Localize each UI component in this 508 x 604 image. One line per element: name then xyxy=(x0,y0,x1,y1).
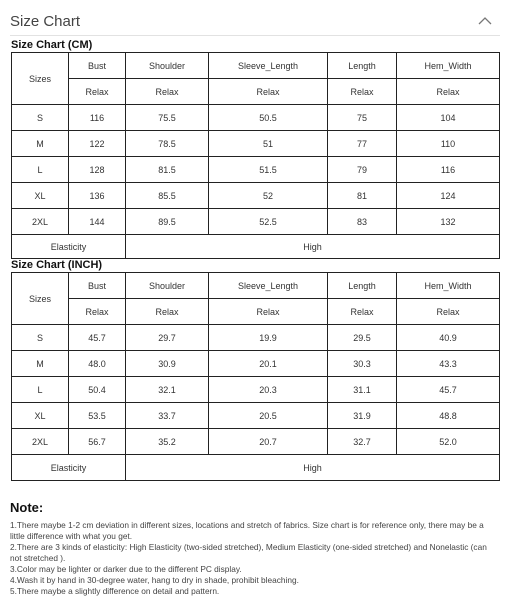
size-cell: 2XL xyxy=(12,209,69,235)
fit-subheader: Relax xyxy=(209,79,328,105)
value-cell: 29.7 xyxy=(126,325,209,351)
elasticity-value: High xyxy=(126,455,500,481)
value-cell: 50.5 xyxy=(209,105,328,131)
value-cell: 81 xyxy=(328,183,397,209)
value-cell: 48.0 xyxy=(69,351,126,377)
note-line: 1.There maybe 1-2 cm deviation in different sizes, locations and stretch of fabrics. Size chart is for reference only, there may be a little difference with what you get. xyxy=(10,520,484,541)
value-cell: 43.3 xyxy=(397,351,500,377)
value-cell: 52.5 xyxy=(209,209,328,235)
value-cell: 83 xyxy=(328,209,397,235)
fit-subheader: Relax xyxy=(69,299,126,325)
value-cell: 32.7 xyxy=(328,429,397,455)
fit-subheader: Relax xyxy=(209,299,328,325)
value-cell: 45.7 xyxy=(69,325,126,351)
note-title: Note: xyxy=(10,500,44,515)
value-cell: 75 xyxy=(328,105,397,131)
elasticity-value: High xyxy=(126,235,500,259)
value-cell: 136 xyxy=(69,183,126,209)
value-cell: 116 xyxy=(397,157,500,183)
elasticity-row xyxy=(12,455,500,481)
size-cell: S xyxy=(12,325,69,351)
sizes-header: Sizes xyxy=(12,53,69,105)
note-line: 2.There are 3 kinds of elasticity: High Elasticity (two-sided stretched), Medium Elasticity (one-sided stretched) and Nonelastic (can not stretched ). xyxy=(10,542,487,563)
value-cell: 31.9 xyxy=(328,403,397,429)
column-header: Bust xyxy=(69,53,126,79)
cm-table-title: Size Chart (CM) xyxy=(11,39,93,51)
size-cell: M xyxy=(12,351,69,377)
value-cell: 124 xyxy=(397,183,500,209)
fit-subheader: Relax xyxy=(328,299,397,325)
value-cell: 52.0 xyxy=(397,429,500,455)
fit-subheader: Relax xyxy=(328,79,397,105)
column-header: Length xyxy=(328,273,397,299)
table-row xyxy=(12,209,500,235)
value-cell: 32.1 xyxy=(126,377,209,403)
sizes-header: Sizes xyxy=(12,273,69,325)
value-cell: 30.3 xyxy=(328,351,397,377)
size-cell: S xyxy=(12,105,69,131)
column-header: Sleeve_Length xyxy=(209,273,328,299)
value-cell: 104 xyxy=(397,105,500,131)
size-cell: L xyxy=(12,157,69,183)
note-line: 5.There maybe a slightly difference on detail and pattern. xyxy=(10,586,220,596)
value-cell: 35.2 xyxy=(126,429,209,455)
column-header: Shoulder xyxy=(126,273,209,299)
size-table-cm xyxy=(11,52,500,259)
table-subheader-row xyxy=(12,79,500,105)
value-cell: 132 xyxy=(397,209,500,235)
table-row xyxy=(12,105,500,131)
column-header: Length xyxy=(328,53,397,79)
column-header: Hem_Width xyxy=(397,53,500,79)
value-cell: 116 xyxy=(69,105,126,131)
table-row xyxy=(12,157,500,183)
value-cell: 53.5 xyxy=(69,403,126,429)
fit-subheader: Relax xyxy=(126,79,209,105)
elasticity-row xyxy=(12,235,500,259)
value-cell: 31.1 xyxy=(328,377,397,403)
table-row xyxy=(12,351,500,377)
size-cell: L xyxy=(12,377,69,403)
value-cell: 20.5 xyxy=(209,403,328,429)
value-cell: 128 xyxy=(69,157,126,183)
chevron-up-icon[interactable] xyxy=(478,16,492,26)
column-header: Sleeve_Length xyxy=(209,53,328,79)
elasticity-label: Elasticity xyxy=(12,235,126,259)
value-cell: 30.9 xyxy=(126,351,209,377)
table-subheader-row xyxy=(12,299,500,325)
note-line: 3.Color may be lighter or darker due to the different PC display. xyxy=(10,564,242,574)
value-cell: 79 xyxy=(328,157,397,183)
value-cell: 45.7 xyxy=(397,377,500,403)
value-cell: 89.5 xyxy=(126,209,209,235)
column-header: Hem_Width xyxy=(397,273,500,299)
value-cell: 29.5 xyxy=(328,325,397,351)
fit-subheader: Relax xyxy=(397,299,500,325)
value-cell: 50.4 xyxy=(69,377,126,403)
table-row xyxy=(12,403,500,429)
inch-table-title: Size Chart (INCH) xyxy=(11,259,103,271)
size-cell: 2XL xyxy=(12,429,69,455)
table-header-row xyxy=(12,273,500,299)
value-cell: 52 xyxy=(209,183,328,209)
value-cell: 56.7 xyxy=(69,429,126,455)
size-cell: XL xyxy=(12,183,69,209)
elasticity-label: Elasticity xyxy=(12,455,126,481)
table-header-row xyxy=(12,53,500,79)
value-cell: 20.3 xyxy=(209,377,328,403)
table-row xyxy=(12,183,500,209)
value-cell: 48.8 xyxy=(397,403,500,429)
value-cell: 51.5 xyxy=(209,157,328,183)
fit-subheader: Relax xyxy=(126,299,209,325)
column-header: Bust xyxy=(69,273,126,299)
size-cell: XL xyxy=(12,403,69,429)
value-cell: 85.5 xyxy=(126,183,209,209)
value-cell: 78.5 xyxy=(126,131,209,157)
note-section xyxy=(10,500,500,597)
value-cell: 81.5 xyxy=(126,157,209,183)
size-table-inch xyxy=(11,272,500,481)
value-cell: 122 xyxy=(69,131,126,157)
fit-subheader: Relax xyxy=(69,79,126,105)
table-row xyxy=(12,131,500,157)
value-cell: 33.7 xyxy=(126,403,209,429)
value-cell: 51 xyxy=(209,131,328,157)
value-cell: 19.9 xyxy=(209,325,328,351)
size-chart-heading: Size Chart xyxy=(10,13,81,30)
fit-subheader: Relax xyxy=(397,79,500,105)
column-header: Shoulder xyxy=(126,53,209,79)
value-cell: 20.7 xyxy=(209,429,328,455)
value-cell: 77 xyxy=(328,131,397,157)
size-chart-header[interactable] xyxy=(10,10,500,36)
value-cell: 20.1 xyxy=(209,351,328,377)
value-cell: 40.9 xyxy=(397,325,500,351)
value-cell: 75.5 xyxy=(126,105,209,131)
value-cell: 110 xyxy=(397,131,500,157)
table-row xyxy=(12,377,500,403)
value-cell: 144 xyxy=(69,209,126,235)
size-cell: M xyxy=(12,131,69,157)
table-row xyxy=(12,325,500,351)
table-row xyxy=(12,429,500,455)
note-line: 4.Wash it by hand in 30-degree water, hang to dry in shade, prohibit bleaching. xyxy=(10,575,299,585)
